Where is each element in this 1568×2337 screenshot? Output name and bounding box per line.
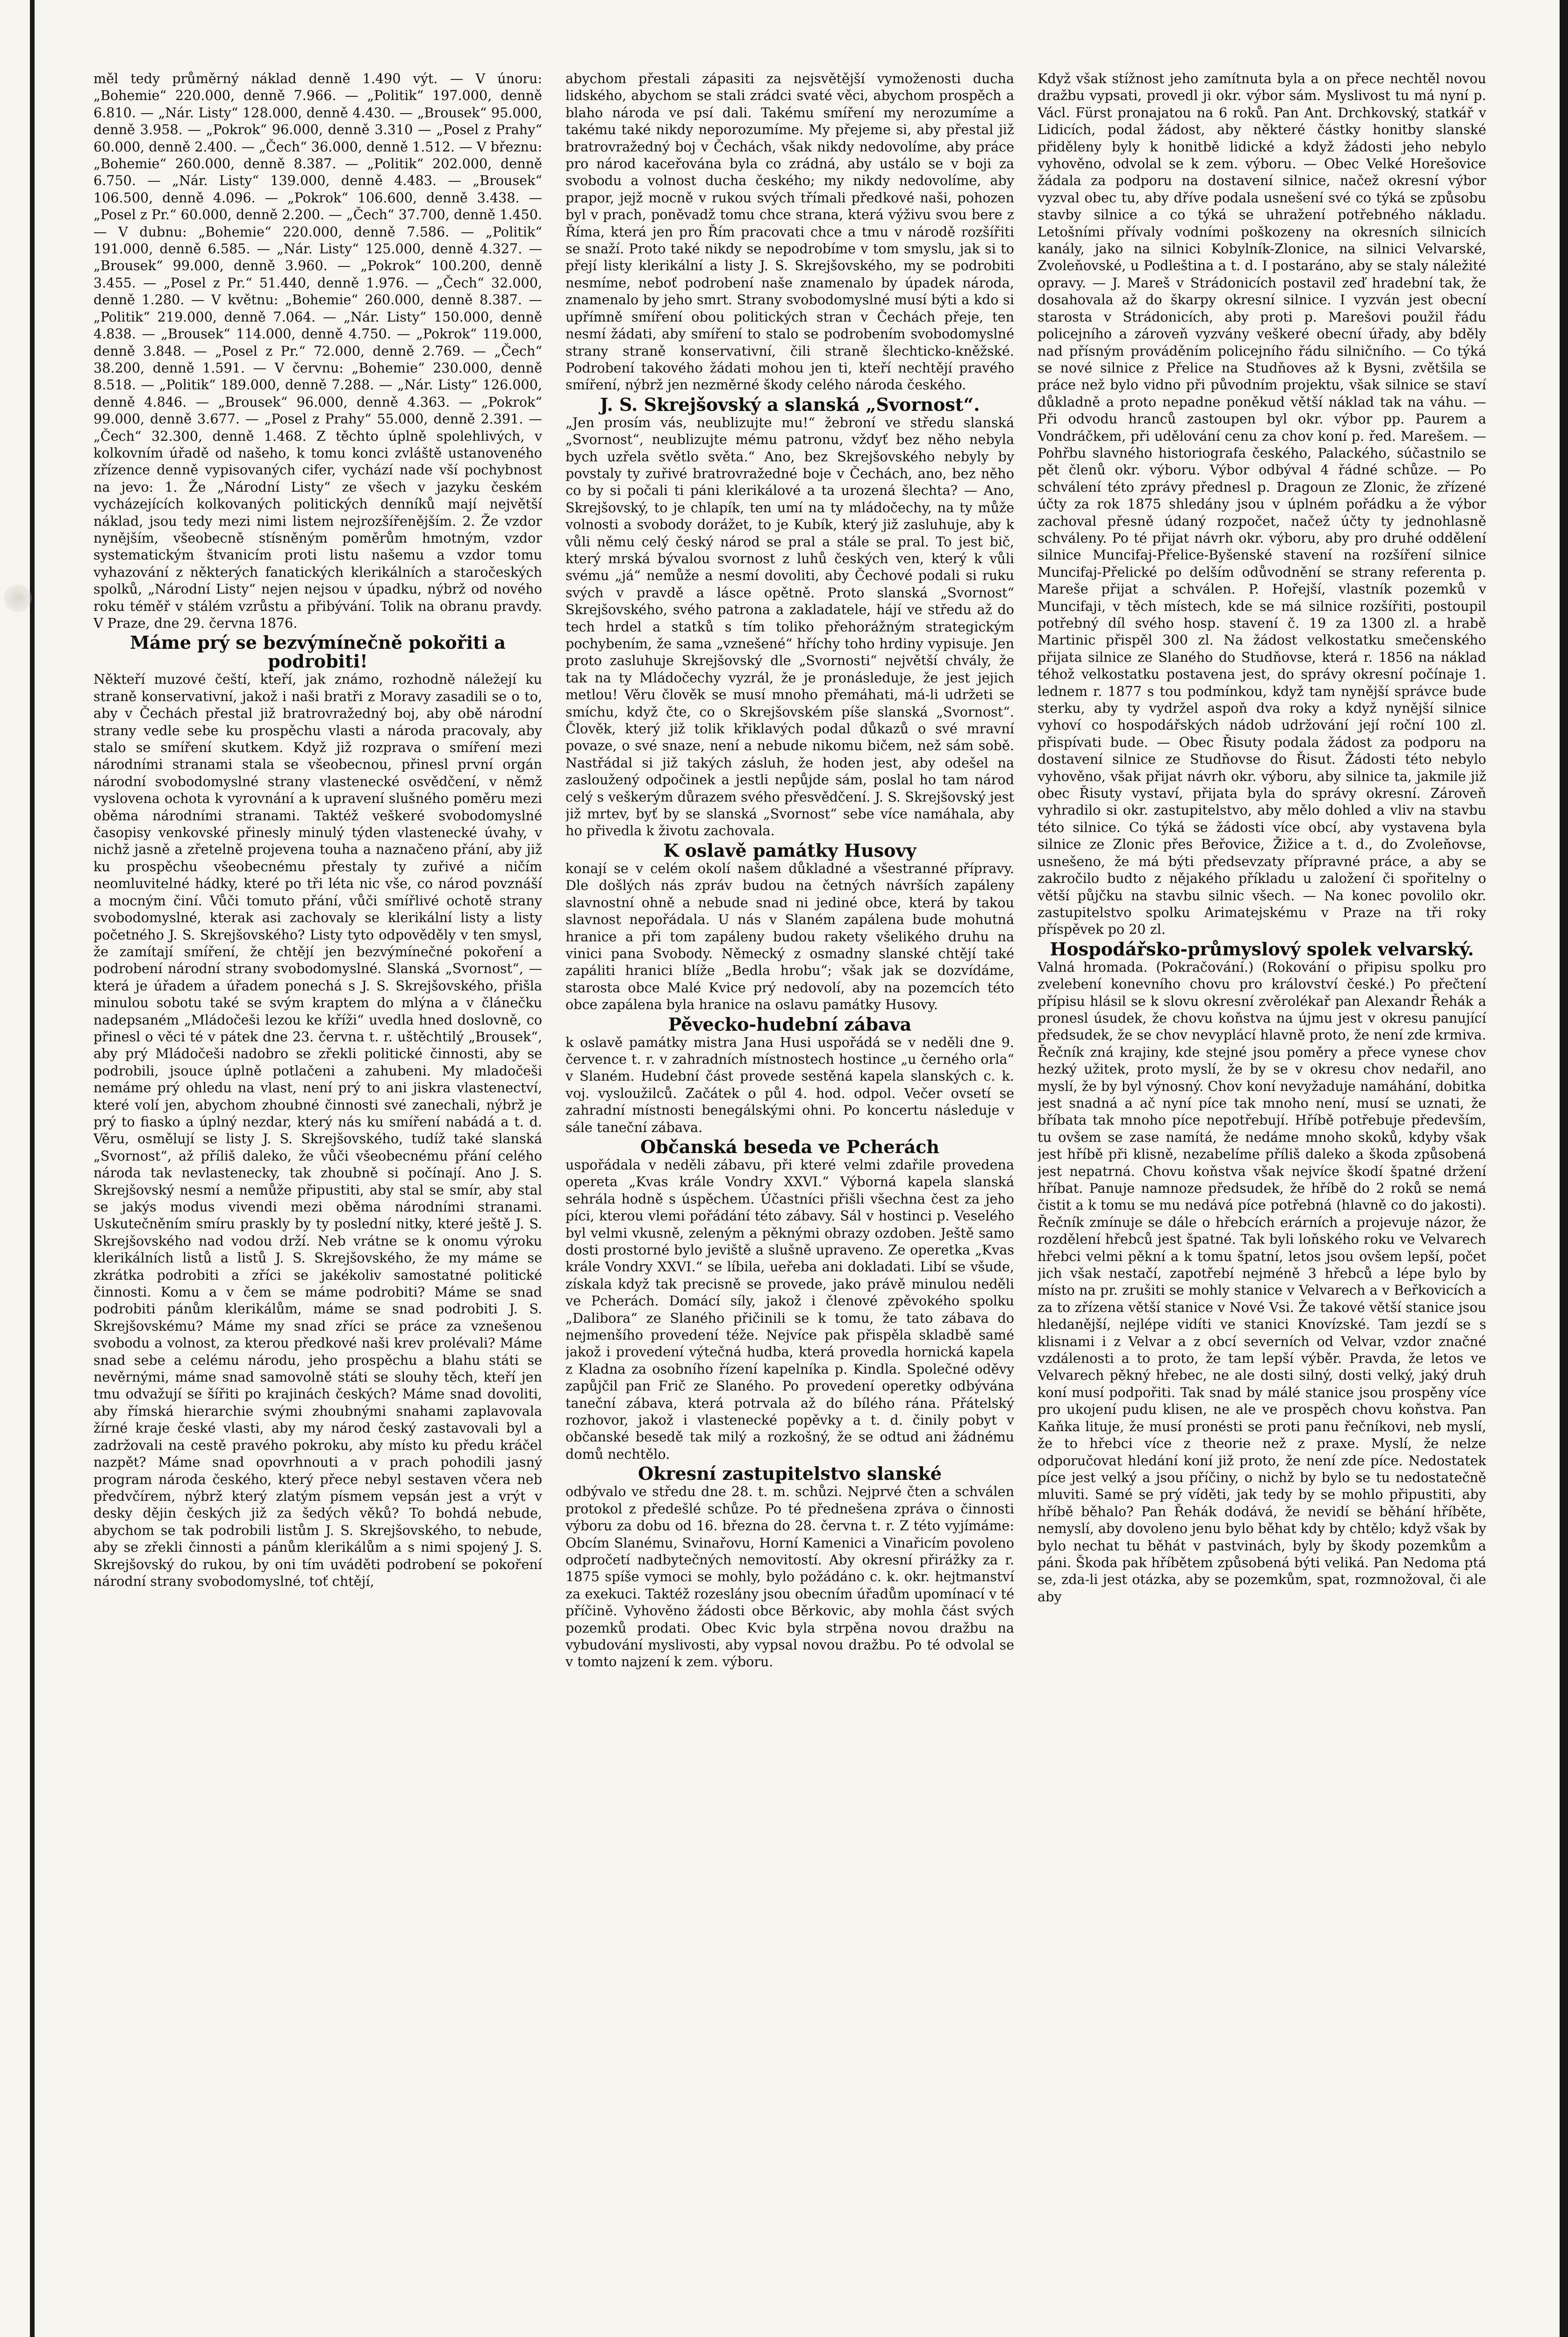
page-binding-edge [30,0,35,2337]
article-heading-zabava: Pěvecko-hudební zábava [668,1013,912,1035]
article-body-beseda: uspořádala v neděli zábavu, při které velmi zdařile provedena opereta „Kvas krále Vondry XXVI.“ Výborná kapela slanská sehrála hodně s úspěchem. Účastníci přišli všechna čest za jeho píci, kterou vlemi pořádání této zábavy. Sál v hostinci p. Veselého byl velmi vkusně, zeleným a pěknými obrazy ozdoben. Ještě samo dosti prostorné bylo jeviště a slušně upraveno. Ze operetka „Kvas krále Vondry XXVI.“ se líbila, ueřeba ani dokladati. Libí se všude, získala když tak precisně se provede, jako právě minulou neděli ve Pcherách. Domácí síly, jakož i členové zpěvokého spolku „Dalibora“ ze Slaného přičinili se k tomu, že tato zábava do nejmenšího provedení téže. Nejvíce pak přispěla skladbě samé jakož i provedení výtečná hudba, která provedla hornická kapela z Kladna za osobního řízení kapelníka p. Kindla. Společné oděvy zapůjčil pan Frič ze Slaného. Po provedení operetky odbývána taneční zábava, která potrvala až do bílého rána. Přátelský rozhovor, jakož i vlastenecké popěvky a t. d. činily pobyt v občanské besedě tak milý a rozkošný, že se odtud ani žádnému domů nechtělo. [566,1156,1014,1462]
article-body-pokoriti: Někteří muzové čeští, kteří, jak známo, rozhodně náležejí ku straně konservativní, jakož i naši bratři z Moravy zasadili se o to, aby v Čechách přestal již bratrovražedný boj, aby obě národní strany vedle sebe ku prospěchu vlasti a národa pracovaly, aby stalo se smíření skutkem. Když již rozprava o smíření mezi národními stranami stala se všeobecnou, přinesl první orgán národní svobodomyslné strany vlastenecké osvědčení, v němž vyslovena ochota k vyrovnání a k upravení slušného poměru mezi oběma národními stranami. Taktéž veškeré svobodomyslné časopisy venkovské přinesly minulý týden vlastenecké úvahy, v nichž jasně a zřetelně projevena touha a naznačeno přání, aby již ku prospěchu všeobecnému přestaly ty zuřivé a ničím neomluvitelné hádky, které po tři léta nic vše, co národ povznáší a mocným činí. Vůči tomuto přání, vůči smířlivé ochotě strany svobodomyslné, kterak asi zachovaly se klerikální listy a listy početného J. S. Skrejšovského? Listy tyto odpověděly v ten smysl, že zamítají smíření, že chtějí jen bezvýmínečné pokoření a podrobení národní strany svobodomyslné. Slanská „Svornost“, — která je úřadem a úřadem ponechá s J. S. Skrejšovského, přišla minulou sobotu také se svým kraptem do mlýna a v článečku nadepsaném „Mládočeši lezou ke kříži“ uvedla hned doslovně, co přinesl o věci té v pátek dne 23. června t. r. uštěchtilý „Brousek“, aby prý Mládočeši nadobro se zřekli politické činnosti, aby se podrobili, jsouce úplně potlačeni a zahubeni. My mladočeši nemáme prý ohledu na vlast, není prý to ani jiskra vlastenectví, které volí jen, abychom zhoubné činnosti své zanechali, nýbrž je prý to fiasko a úplný nezdar, který nás ku smíření nabádá a t. d. Věru, osmělují se listy J. S. Skrejšovského, tudíž také slanská „Svornost“, až příliš daleko, že vůči všeobecnému přání celého národa tak nevlastenecky, tak zhoubně si počínají. Ano J. S. Skrejšovský nesmí a nemůže připustiti, aby stal se smír, aby stal se jakýs modus vivendi mezi oběma národními stranami. Uskutečněním smíru praskly by ty poslední nitky, které ještě J. S. Skrejšovského nad vodou drží. Neb vrátne se k onomu výroku klerikálních listů a listů J. S. Skrejšovského, že my máme se zkrátka podrobiti a zříci se jakékoliv samostatné politické činnosti. Komu a v čem se máme podrobiti? Máme se snad podrobiti pánům klerikálům, máme se snad podrobiti J. S. Skrejšovskému? Máme my snad zříci se práce za vznešenou svobodu a volnost, za kterou předkové naši krev prolévali? Máme snad sebe a celému národu, jeho prospěchu a blahu státi se nevěrnými, máme snad samovolně státi se slouhy těch, kteří jen tmu odvažují se šířiti po krajinách českých? Máme snad dovoliti, aby římská hierarchie svými zhoubnými snahami zaplavovala žírné kraje české vlasti, aby my národ český zastavovali byl a zadržovali na cestě pravého pokroku, aby místo ku předu kráčel nazpět? Máme snad opovrhnouti a v prach pohodili jasný program národa českého, který přece nebyl sestaven včera neb předvčírem, nýbrž který zlatým písmem vepsán jest a vrýt v desky dějin českých již za šedých věků? To bohdá nebude, abychom se tak podrobili listům J. S. Skrejšovského, to nebude, aby se zřekli činnosti a pánům klerikálům a s nimi spojený J. S. Skrejšovský do rukou, by oni tím uváděti podrobení se pokoření národní strany svobodomyslné, toť chtějí, [93,671,542,1589]
text-columns [93,70,1486,2337]
article-body-zastupitelstvo: odbývalo ve středu dne 28. t. m. schůzi. Nejprvé čten a schválen protokol z předešlé schůze. Po té přednešena zpráva o činnosti výboru za dobu od 16. března do 28. června t. r. Z této vyjímáme: Obcím Slanému, Svinařovu, Horní Kamenici a Vinařicím povoleno odpročetí nadbytečných nemovitostí. Aby okresní přirážky za r. 1875 spíše vymoci se mohly, bylo požádáno c. k. okr. hejtmanství za exekuci. Taktéž rozeslány jsou obecním úřadům upomínací v té příčině. Vyhověno žádosti obce Běrkovic, aby mohla část svých pozemků prodati. Obec Kvic byla strpěna novou dražbu na vybudování myslivosti, aby vypsal novou dražbu. Po té odvolal se v tomto najzení k zem. výboru. [566,1484,1014,1670]
article-heading-svornost: J. S. Skrejšovský a slanská „Svornost“. [600,394,980,415]
article-heading-hus: K oslavě památky Husovy [663,839,916,861]
page-right-edge [1560,0,1568,2337]
article-heading-spolek: Hospodářsko-průmyslový spolek velvarský. [1050,938,1474,960]
article-body-zabava: k oslavě památky mistra Jana Husi uspořádá se v neděli dne 9. července t. r. v zahradních místnostech hostince „u černého orla“ v Slaném. Hudební část provede sestěná kapela slanských c. k. voj. vysloužilců. Začátek o půl 4. hod. odpol. Večer ovsetí se zahradní místnosti benegálskými ohni. Po koncertu následuje v sále taneční zábava. [566,1034,1014,1135]
article-body-svornost: „Jen prosím vás, neublizujte mu!“ žebroní ve středu slanská „Svornost“, neublizujte mému patronu, vždyť bez něho nebyla bych uzřela světlo světa.“ Ano, bez Skrejšovského nebyly by povstaly ty zuřivé bratrovražedné boje v Čechách, ano, bez něho co by si počali ti páni klerikálové a ta urozená šlechta? — Ano, Skrejšovský, to je chlapík, ten umí na ty mládočechy, na ty může volnosti a svobody dorážet, to je Kubík, který již zasluhuje, aby k vůli němu celý český národ se pral a stále se pral. To jest bič, který mrská bývalou svornost z luhů českých ven, který k vůli svému „já“ nemůže a nesmí dovoliti, aby Čechové podali si ruku svých v pravdě a lásce opětně. Proto slanská „Svornost“ Skrejšovského, svého patrona a zakladatele, hájí ve středu až do tech hrdel a statků s tím toliko přehorážným strategickým pochybením, že sama „vznešené“ hříchy toho hrdiny vypisuje. Jen proto zasluhuje Skrejšovský dle „Svornosti“ největší chvály, že tak na ty Mládočechy vyzrál, že je pronásleduje, že jest jejich metlou! Věru člověk se musí mnoho přemáhati, má-li udržeti se smíchu, když čte, co o Skrejšovském píše slanská „Svornost“. Člověk, který již tolik křiklavých podal důkazů o své mravní povaze, o své snaze, není a nebude nikomu bičem, než sám sobě. Nastřádal si již takých zásluh, že hoden jest, aby odešel na zasloužený odpočinek a jestli nepůjde sám, poslal ho tam národ celý s veškerým důrazem svého přesvědčení. J. S. Skrejšovský jest již mrtev, byť by se slanská „Svornost“ sebe více namáhala, aby ho přivedla k životu zachovala. [566,414,1014,839]
article-body-spolek: Valná hromada. (Pokračování.) (Rokování o připisu spolku pro zvelebení konevního chovu pro království české.) Po přečtení přípisu hlásil se k slovu okresní zvěrolékař pan Alexandr Řehák a pronesl úsudek, že chovu koňstva na újmu jest v okresu panující předsudek, že se chov nevyplácí hlavně proto, že není zde krmiva. Řečník zná krajiny, kde stejné jsou poměry a přece vynese chov hezký užitek, proto myslí, že by se v okresu chov nedařil, ano myslí, že by byl výnosný. Chov koní nevyžaduje namáhání, dobitka jest snadná a ač nyní píce tak mnoho není, musí se uznati, že bříbata tak mnoho píce nepotřebují. Hříbě potřebuje především, tu ovšem se zase namítá, že nedáme mnoho skoků, kdyby však jest hříbě při klisně, nezabelíme příliš daleko a škoda způsobená jest nepatrná. Chovu koňstva však nejvíce škodí špatné držení hříbat. Panuje namnoze předsudek, že hříbě do 2 roků se nemá čistit a k tomu se mu nedává píce potřebná (hlavně co do jakosti). Řečník zmínuje se dále o hřebcích erárních a projevuje názor, že rozdělení hřebců jest špatné. Tak byli loňského roku ve Velvarech hřebci velmi pěkní a k tomu špatní, letos jsou ovšem lepší, počet jich však nestačí, zapotřebí nejméně 3 hřebců a lépe bylo by místo na pr. zrušiti se mohly stanice v Velvarech a v Beřkovicích a za to zřízena větší stanice v Nové Vsi. Že takové větší stanice jsou hledanější, nejlépe vidíti ve stanici Knovízské. Tam jezdí se s klisnami i z Velvar a z obcí severních od Velvar, vzdor značné vzdálenosti a to proto, že tam lepší výběr. Pravda, že letos ve Velvarech pěkný hřebec, ne ale dosti silný, dosti velký, jaký druh koní musí podpořiti. Tak snad by málé stanice jsou prospěny více pro ukojení pudu klisen, ne ale ve prospěch chovu koňstva. Pan Kaňka lituje, že musí pronésti se proti panu řečníkovi, neb myslí, že to hřebci více z theorie než z praxe. Myslí, že nelze odporučovat hledání koní již proto, že není zde píce. Nedostatek píce jest velký a jsou příčiny, o nichž by bylo se tu nedostatečně mluviti. Samé se prý víděti, jak tedy by se mohlo připustiti, aby hříbě běhalo? Pan Řehák dodává, že nevidí se běhání hříběte, nemyslí, aby dovoleno jenu bylo běhat kdy by chtělo; když však by bylo nechat tu běhát v pastvinách, byly by škody pozemkům a páni. Škoda pak hříbětem způsobená býti veliká. Pan Nedoma ptá se, zda-li jest otázka, aby se pozemkům, spat, rozmnožoval, či ale aby [1038,959,1486,1605]
article-body-hus: konají se v celém okolí našem důkladné a všestranné přípravy. Dle došlých nás zpráv budou na četných návrších zapáleny slavnostní ohně a nebude snad ni jediné obce, která by takou slavnost nepořádala. U nás v Slaném zapálena bude mohutná hranice a při tom zapáleny budou rakety všelikého druhu na vinici pana Svobody. Německý z osmadny slanské chtějí také zapáliti hranici blíže „Bedla hrobu“; však jak se dozvídáme, starosta obce Malé Kvice prý nedovolí, aby na pozemcích této obce zapálena byla hranice na oslavu památky Husovy. [566,860,1014,1013]
article-heading-zastupitelstvo: Okresní zastupitelstvo slanské [638,1463,942,1484]
article-continuation-zastupitelstvo: Když však stížnost jeho zamítnuta byla a on přece nechtěl novou dražbu vypsati, provedl ji okr. výbor sám. Myslivost tu má nyní p. Václ. Fürst pronajatou na 6 roků. Pan Ant. Drchkovský, statkář v Lidicích, podal žádost, aby některé částky honitby slanské přiděleny byly k honitbě lidické a když žádosti jeho nebylo vyhověno, odvolal se k zem. výboru. — Obec Velké Horešovice žádala za podporu na dostavení silnice, načež okresní výbor vyzval obec tu, aby dříve podala usnešení své co týká se způsobu stavby silnice a co týká se uhražení potřebného nákladu. Letošními přívaly vodními poškozeny na okresních silnicích kanály, jako na silnici Kobylník-Zlonice, na silnici Velvarské, Zvoleňovské, u Podleština a t. d. I postaráno, aby se staly náležité opravy. — J. Mareš v Strádonicích postavil zeď hradební tak, že dosahovala až do škarpy okresní silnice. I vyzván jest obecní starosta v Strádonicích, aby proti p. Marešovi použil řádu policejního a zároveň vyzvány veškeré obecní úřady, aby bděly nad přísným prováděním policejního řádu silničního. — Co týká se nové silnice z Přelice na Studňoves až k Bysni, zvětšila se práce než bylo vidno při původním projektu, však silnice se staví důkladně a proto nepadne poněkud větší náklad tak na váhu. — Při odvodu hranců zastoupen byl okr. výbor pp. Paurem a Vondráčkem, při udělování cenu za chov koní p. řed. Marešem. — Pohřbu slavného historiografa českého, Palackého, súčastnilo se pět členů okr. výboru. Výbor odbýval 4 řádné schůze. — Po schválení této zprávy přednesl p. Dragoun ze Zlonic, že zřízené účty za rok 1875 shledány jsou v úplném pořádku a že výbor zachoval přesně údaný rozpočet, načež účty ty jednohlasně schváleny. Po té přijat návrh okr. výboru, aby pro druhé oddělení silnice Muncifaj-Přelice-Byšenské stavení na rozšíření silnice Muncifaj-Přelické po delším odůvodnění se strany referenta p. Mareše přijat a schválen. P. Hořejší, vlastník pozemků v Muncifaji, v těch místech, kde se má silnice rozšířiti, postoupil potřebný díl svého hosp. stavení č. 19 za 1300 zl. a hrabě Martinic přispěl 300 zl. Na žádost velkostatku smečenského přijata silnice ze Slaného do Studňovse, která r. 1856 na náklad téhož velkostatku postavena jest, do správy okresní počínaje 1. lednem r. 1877 s tou podmínkou, když tam nynější správce bude sterku, aby ty vydržel aspoň dva roky a když nynější silnice vyhoví co hospodářských nádob udržování její roční 100 zl. přispívati bude. — Obec Řisuty podala žádost za podporu na dostavení silnice ze Studňovse do Řisut. Žádosti této nebylo vyhověno, však přijat návrh okr. výboru, aby silnice ta, jakmile již obec Řisuty vystaví, přijata byla do správy okresní. Zároveň vyhradilo si okr. zastupitelstvo, aby mělo dohled a vliv na stavbu této silnice. Co týká se žádosti více obcí, aby vystavena byla silnice ze Zlonic přes Beřovice, Žižice a t. d., do Zvoleňovse, usnešeno, že má býti předsevzaty přípravné práce, a aby se zakročilo budto z nějakého příkladu u založení či spořitelny o větší půjčku na stavbu silnic všech. — Na konec povolilo okr. zastupitelstvo spolku Arimatejskému v Praze na tři roky příspěvek po 20 zl. [1038,71,1486,938]
column-2 [566,70,1014,2337]
article-heading-pokoriti: Máme prý se bezvýmínečně pokořiti a podrobiti! [130,632,506,672]
article-heading-beseda: Občanská beseda ve Pcherách [640,1136,939,1157]
stain-mark [4,584,32,612]
circulation-report: měl tedy průměrný náklad denně 1.490 výt. — V únoru: „Bohemie“ 220.000, denně 7.966. — „Politik“ 197.000, denně 6.810. — „Nár. Listy“ 128.000, denně 4.430. — „Brousek“ 95.000, denně 3.958. — „Pokrok“ 96.000, denně 3.310 — „Posel z Prahy“ 60.000, denně 2.400. — „Čech“ 36.000, denně 1.512. — V březnu: „Bohemie“ 260.000, denně 8.387. — „Politik“ 202.000, denně 6.750. — „Nár. Listy“ 139.000, denně 4.483. — „Brousek“ 106.500, denně 4.096. — „Pokrok“ 106.600, denně 3.438. — „Posel z Pr.“ 60.000, denně 2.200. — „Čech“ 37.700, denně 1.450. — V dubnu: „Bohemie“ 220.000, denně 7.586. — „Politik“ 191.000, denně 6.585. — „Nár. Listy“ 125.000, denně 4.327. — „Brousek“ 99.000, denně 3.960. — „Pokrok“ 100.200, denně 3.455. — „Posel z Pr.“ 51.440, denně 1.976. — „Čech“ 32.000, denně 1.280. — V květnu: „Bohemie“ 260.000, denně 8.387. — „Politik“ 219.000, denně 7.064. — „Nár. Listy“ 150.000, denně 4.838. — „Brousek“ 114.000, denně 4.750. — „Pokrok“ 119.000, denně 3.848. — „Posel z Pr.“ 72.000, denně 2.769. — „Čech“ 38.200, denně 1.591. — V červnu: „Bohemie“ 230.000, denně 8.518. — „Politik“ 189.000, denně 7.288. — „Nár. Listy“ 126.000, denně 4.846. — „Brousek“ 96.000, denně 4.363. — „Pokrok“ 99.000, denně 3.677. — „Posel z Prahy“ 55.000, denně 2.391. — „Čech“ 32.300, denně 1.468. Z těchto úplně spolehlivých, v kolkovním úřadě od našeho, k tomu konci zvláště ustanoveného zřízence denně vypisovaných cifer, vychází nade vší pochybnost na jevo: 1. Že „Národní Listy“ ze všech v jazyku českém vycházejících kolkovaných politických denníků mají největší náklad, jsou tedy mezi nimi listem nejrozšířenějším. 2. Že vzdor nynějším, všeobecně stísněným poměrům hmotným, vzdor systematickým štvanicím proti listu našemu a vzdor tomu vyhazování z některých fanatických klerikálních a staročeských spolků, „Národní Listy“ nejen nejsou v úpadku, nýbrž od nového roku téměř v stálém vzrůstu a přibývání. Tolik na obranu pravdy. V Praze, dne 29. června 1876. [93,71,542,631]
article-continuation: abychom přestali zápasiti za nejsvětější vymoženosti ducha lidského, abychom se stali zrádci svaté věci, abychom prospěch a blaho národa ve psí dali. Takému smíření my nerozumíme a takému také nikdy neporozumíme. My přejeme si, aby přestal již bratrovražedný boj v Čechách, však nikdy nedovolíme, aby práce pro národ kaceřována byla co zrádná, aby ustálo se v boji za svobodu a volnost ducha českého; my nikdy nedovolíme, aby prapor, jejž mocně v rukou svých třímali předkové naši, pohozen byl v prach, poněvadž tomu chce strana, která výživu svou bere z Říma, která jen pro Řím pracovati chce a tmu v národě rozšířiti se snaží. Proto také nikdy se nepodrobíme v tom smyslu, jak si to přejí listy klerikální a listy J. S. Skrejšovského, my se podrobiti nesmíme, neboť podrobení naše znamenalo by úpadek národa, znamenalo by jeho smrt. Strany svobodomyslné musí býti a kdo si upřímně smíření obou politických stran v Čechách přeje, ten nesmí žádati, aby smíření to stalo se podrobením svobodomyslné strany straně konservativní, čili straně šlechticko-kněžské. Podrobení takového žádati mohou jen ti, kteří nechtějí pravého smíření, nýbrž jen nezměrné škody celého národa českého. [566,71,1014,393]
column-3 [1038,70,1486,2337]
column-1 [93,70,542,2337]
